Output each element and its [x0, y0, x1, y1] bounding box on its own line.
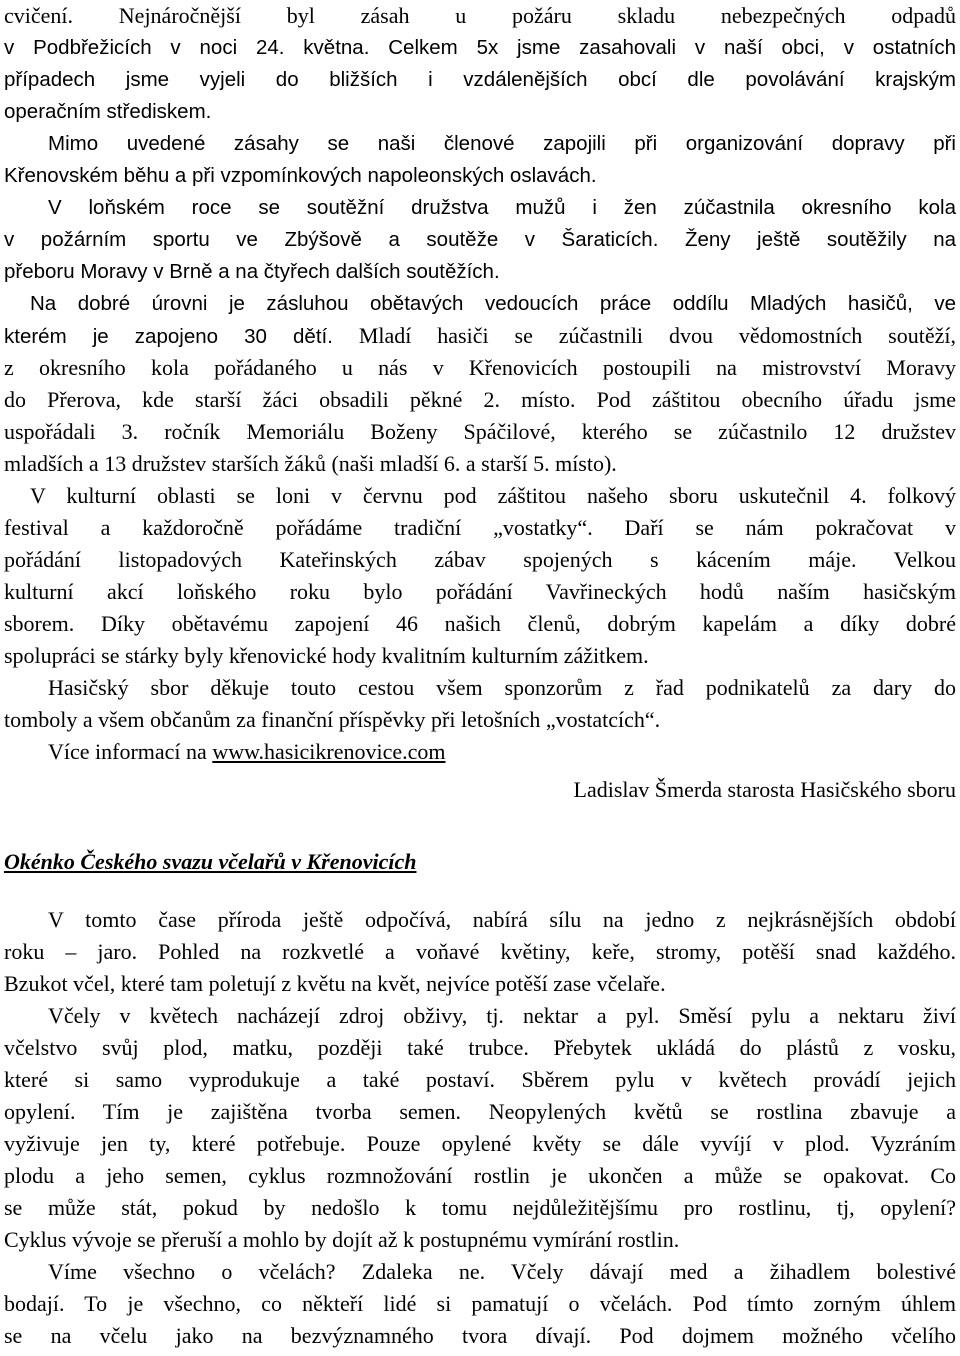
website-link[interactable]: www.hasicikrenovice.com — [212, 739, 446, 764]
text-line: vyživuje jen ty, které potřebuje. Pouze opylené květy se dále vyvíjí v plod. Vyzráním — [4, 1131, 956, 1156]
text-line: Na dobré úrovni je zásluhou obětavých vedoucích práce oddílu Mladých hasičů, ve — [30, 292, 956, 315]
spacer — [4, 806, 956, 846]
text-line: z okresního kola pořádaného u nás v Křenovicích postoupili na mistrovství Moravy — [4, 355, 956, 380]
text-line: kulturní akcí loňského roku bylo pořádání Vavřineckých hodů naším hasičským — [4, 579, 956, 604]
text-line: Křenovském běhu a při vzpomínkových napoleonských oslavách. — [4, 164, 597, 187]
text-line: se na včelu jako na bezvýznamného tvora dívají. Pod dojmem možného včelího — [4, 1323, 956, 1348]
text-line: roku – jaro. Pohled na rozkvetlé a voňavé květiny, keře, stromy, potěší snad každého. — [4, 939, 956, 964]
text-line: V tomto čase příroda ještě odpočívá, nabírá sílu na jedno z nejkrásnějších období — [48, 907, 956, 932]
text-line: Mimo uvedené zásahy se naši členové zapojili při organizování dopravy při — [48, 132, 956, 155]
text-line: V kulturní oblasti se loni v červnu pod záštitou našeho sboru uskutečnil 4. folkový — [30, 483, 956, 508]
text-line: tomboly a všem občanům za finanční příspěvky při letošních „vostatcích“. — [4, 707, 661, 732]
document-page — [4, 0, 956, 1352]
text-line: Cyklus vývoje se přeruší a mohlo by dojít až k postupnému vymírání rostlin. — [4, 1227, 680, 1252]
text-line: plodu a jeho semen, cyklus rozmnožování rostlin je ukončen a může se opakovat. Co — [4, 1163, 956, 1188]
spacer — [4, 878, 956, 904]
text-line: mladších a 13 družstev starších žáků (naši mladší 6. a starší 5. místo). — [4, 451, 617, 476]
section-heading: Okénko Českého svazu včelařů v Křenovicích — [4, 849, 417, 874]
text-fragment: Mladí hasiči se zúčastnili dvou vědomostních soutěží, — [332, 323, 956, 348]
text-line: operačním střediskem. — [4, 100, 212, 123]
text-line: Víme všechno o včelách? Zdaleka ne. Včely dávají med a žihadlem bolestivé — [48, 1259, 956, 1284]
text-line: cvičení. Nejnáročnější byl zásah u požáru skladu nebezpečných odpadů — [4, 3, 956, 28]
text-line: opylení. Tím je zajištěna tvorba semen. Neopylených květů se rostlina zbavuje a — [4, 1099, 956, 1124]
text-line: Včely v květech nacházejí zdroj obživy, tj. nektar a pyl. Směsí pylu a nektaru živí — [48, 1003, 956, 1028]
text-line: Hasičský sbor děkuje touto cestou všem sponzorům z řad podnikatelů za dary do — [48, 675, 956, 700]
text-line: uspořádali 3. ročník Memoriálu Boženy Spáčilové, kterého se zúčastnilo 12 družstev — [4, 419, 956, 444]
text-line: festival a každoročně pořádáme tradiční „vostatky“. Daří se nám pokračovat v — [4, 515, 956, 540]
text-line: V loňském roce se soutěžní družstva mužů i žen zúčastnila okresního kola — [48, 196, 956, 219]
text-line: případech jsme vyjeli do bližších i vzdálenějších obcí dle povolávání krajským — [4, 68, 956, 91]
text-line: sborem. Díky obětavému zapojení 46 našich členů, dobrým kapelám a díky dobré — [4, 611, 956, 636]
text-line: bodají. To je všechno, co někteří lidé si pamatují o včelách. Pod tímto zorným úhlem — [4, 1291, 956, 1316]
text-line: se může stát, pokud by nedošlo k tomu nejdůležitějšímu pro rostlinu, tj, opylení? — [4, 1195, 956, 1220]
signature: Ladislav Šmerda starosta Hasičského sboru — [573, 777, 956, 802]
text-line: přeboru Moravy v Brně a na čtyřech dalších soutěžích. — [4, 260, 500, 283]
text-fragment: kterém je zapojeno 30 dětí. — [4, 325, 333, 348]
text-line: v požárním sportu ve Zbýšově a soutěže v Šaraticích. Ženy ještě soutěžily na — [4, 228, 956, 251]
text-line: včelstvo svůj plod, matku, později také trubce. Přebytek ukládá do plástů z vosku, — [4, 1035, 956, 1060]
text-line — [4, 736, 956, 768]
text-line: Bzukot včel, které tam poletují z květu na květ, nejvíce potěší zase včelaře. — [4, 971, 666, 996]
more-info-label: Více informací na — [48, 739, 213, 764]
text-line: spolupráci se stárky byly křenovické hody kvalitním kulturním zážitkem. — [4, 643, 649, 668]
text-line: které si samo vyprodukuje a také postaví. Sběrem pylu v květech provádí jejich — [4, 1067, 956, 1092]
text-line: pořádání listopadových Kateřinských zábav spojených s kácením máje. Velkou — [4, 547, 956, 572]
text-line: v Podbřežicích v noci 24. května. Celkem 5x jsme zasahovali v naší obci, v ostatních — [4, 36, 956, 59]
text-line: do Přerova, kde starší žáci obsadili pěkné 2. místo. Pod záštitou obecního úřadu jsme — [4, 387, 956, 412]
text-line — [4, 320, 956, 352]
